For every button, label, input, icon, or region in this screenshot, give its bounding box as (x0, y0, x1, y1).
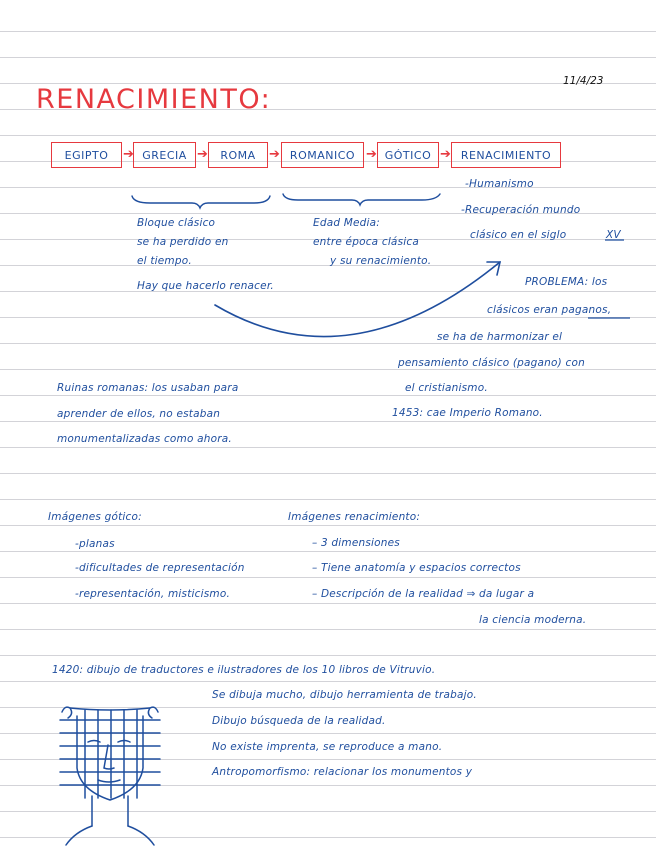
timeline-box-romanico: ROMANICO (281, 142, 364, 168)
page-title: RENACIMIENTO: (36, 84, 272, 115)
problema-line-1 (525, 275, 607, 289)
problema-line-2 (487, 303, 611, 317)
imagenes-gotico-item: -planas (75, 538, 115, 550)
timeline-arrow: ➔ (197, 147, 208, 162)
ruinas-line: Ruinas romanas: los usaban para (57, 382, 239, 394)
timeline-arrow: ➔ (366, 147, 377, 162)
ruinas-line: aprender de ellos, no estaban (57, 408, 221, 420)
timeline-arrow: ➔ (440, 147, 451, 162)
brace-bloque-clasico (132, 196, 270, 208)
problema-text: clásicos eran (487, 304, 558, 316)
note-clasico-siglo: clásico en el siglo (470, 229, 567, 241)
problema-label: PROBLEMA: (525, 276, 589, 288)
imagenes-gotico-item: -representación, misticismo. (75, 588, 230, 600)
note-siglo-xv: XV (606, 229, 621, 241)
ruinas-line: monumentalizadas como ahora. (57, 433, 232, 445)
timeline-box-grecia: GRECIA (133, 142, 196, 168)
edad-media-heading: Edad Media: (313, 217, 381, 229)
imagenes-renacimiento-item: – Descripción de la realidad ⇒ da lugar a (312, 588, 535, 600)
edad-media-line: y su renacimiento. (330, 255, 432, 267)
vitruvio-line: Se dibuja mucho, dibujo herramienta de trabajo. (212, 689, 477, 701)
imagenes-gotico-heading: Imágenes gótico: (48, 511, 142, 523)
problema-text: , (607, 304, 612, 316)
imagenes-renacimiento-item: – 3 dimensiones (312, 537, 400, 549)
vitruvio-line: Antropomorfismo: relacionar los monumentos y (212, 766, 473, 778)
bloque-clasico-line: Hay que hacerlo renacer. (137, 280, 274, 292)
problema-line: se ha de harmonizar el (437, 331, 563, 343)
curved-arrow (215, 262, 500, 337)
timeline-box-gotico: GÓTICO (377, 142, 439, 168)
vitruvio-line: No existe imprenta, se reproduce a mano. (212, 741, 443, 753)
imagenes-gotico-item: -dificultades de representación (75, 562, 245, 574)
imagenes-renacimiento-heading: Imágenes renacimiento: (288, 511, 421, 523)
date: 11/4/23 (563, 75, 604, 87)
timeline-arrow: ➔ (269, 147, 280, 162)
bloque-clasico-line: se ha perdido en (137, 236, 229, 248)
problema-line: pensamiento clásico (pagano) con (398, 357, 585, 369)
problema-paganos: paganos (561, 304, 608, 316)
bloque-clasico-line: el tiempo. (137, 255, 192, 267)
edad-media-line: entre época clásica (313, 236, 419, 248)
note-humanismo: -Humanismo (465, 178, 534, 190)
problema-line: el cristianismo. (405, 382, 488, 394)
vitruvio-line-1420: 1420: dibujo de traductores e ilustradores de los 10 libros de Vitruvio. (52, 664, 436, 676)
imagenes-renacimiento-item: la ciencia moderna. (479, 614, 587, 626)
head-grid-sketch-icon (60, 707, 160, 845)
vitruvio-line: Dibujo búsqueda de la realidad. (212, 715, 386, 727)
fact-1453: 1453: cae Imperio Romano. (392, 407, 543, 419)
timeline-box-egipto: EGIPTO (51, 142, 122, 168)
imagenes-renacimiento-item: – Tiene anatomía y espacios correctos (312, 562, 521, 574)
timeline-box-renacimiento: RENACIMIENTO (451, 142, 561, 168)
bloque-clasico-heading: Bloque clásico (137, 217, 216, 229)
note-recuperacion: -Recuperación mundo (461, 204, 581, 216)
problema-text: los (591, 276, 608, 288)
brace-edad-media (283, 194, 440, 205)
timeline-box-roma: ROMA (208, 142, 268, 168)
timeline-arrow: ➔ (123, 147, 134, 162)
